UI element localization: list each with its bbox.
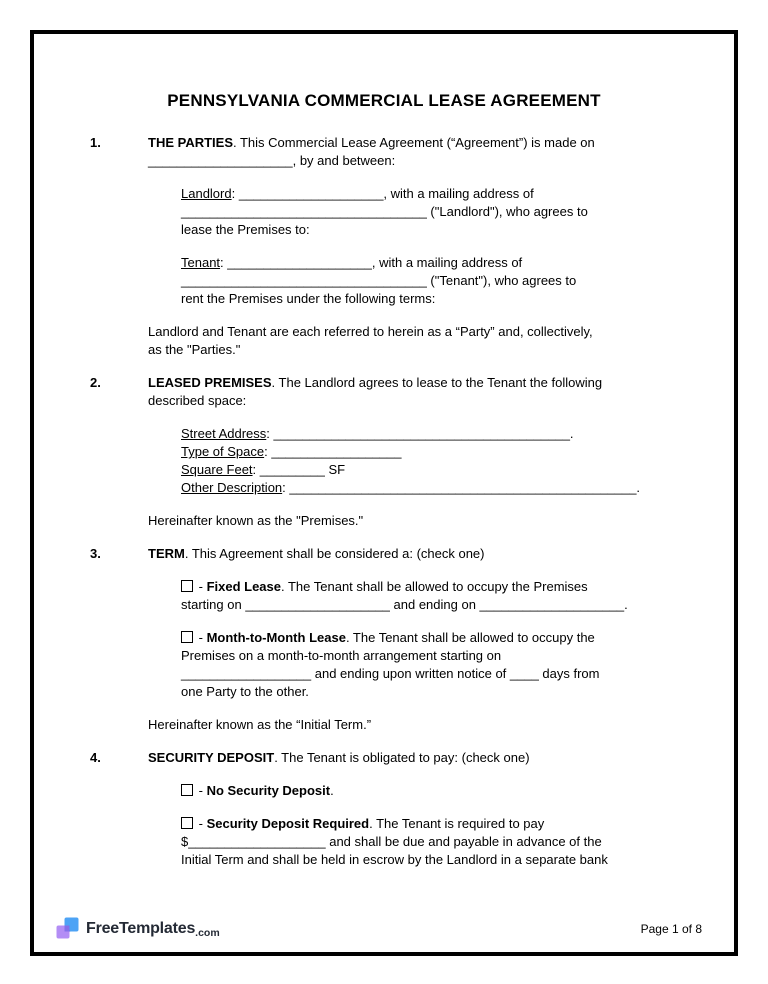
premises-fields-paragraph <box>181 425 678 497</box>
text-line: __________________________________ ("Landlord"), who agrees to <box>181 204 588 219</box>
logo-pages-icon <box>56 917 79 940</box>
text-line <box>148 134 678 152</box>
text-line: described space: <box>148 393 247 408</box>
brand-tld: .com <box>195 927 220 939</box>
landlord-paragraph <box>181 185 678 239</box>
section-heading: TERM <box>148 546 185 561</box>
page-indicator: Page 1 of 8 <box>640 921 702 936</box>
square-feet-line <box>181 461 678 479</box>
no-deposit-option-paragraph <box>181 782 678 800</box>
text-segment: . The Tenant is required to pay <box>369 816 545 831</box>
section-number: 3. <box>90 546 101 561</box>
initial-term-paragraph <box>148 716 678 734</box>
other-description-line <box>181 479 678 497</box>
text-line: as the "Parties." <box>148 342 241 357</box>
text-segment: : _________________________________________. <box>266 426 574 441</box>
deposit-intro-paragraph <box>148 749 678 767</box>
text-segment: . <box>330 783 334 798</box>
text-line <box>181 782 678 800</box>
type-of-space-line <box>181 443 678 461</box>
text-line: $___________________ and shall be due and payable in advance of the <box>181 834 602 849</box>
text-line: Premises on a month-to-month arrangement starting on <box>181 648 502 663</box>
street-address-label: Street Address <box>181 426 267 441</box>
text-line <box>148 374 678 392</box>
text-segment: : ____________________, with a mailing address of <box>220 255 523 270</box>
text-segment: - <box>195 630 207 645</box>
text-line <box>181 578 678 596</box>
text-segment: . The Tenant is obligated to pay: (check one) <box>274 750 530 765</box>
text-segment: . The Tenant shall be allowed to occupy the Premises <box>281 579 588 594</box>
no-deposit-label: No Security Deposit <box>206 783 331 798</box>
deposit-required-label: Security Deposit Required <box>206 816 370 831</box>
text-line: lease the Premises to: <box>181 222 310 237</box>
text-line: Initial Term and shall be held in escrow by the Landlord in a separate bank <box>181 852 608 867</box>
text-segment: : __________________ <box>264 444 402 459</box>
text-segment: - <box>195 579 207 594</box>
text-line: rent the Premises under the following terms: <box>181 291 436 306</box>
parties-definition-paragraph <box>148 323 678 359</box>
section-heading: THE PARTIES <box>148 135 233 150</box>
freetemplates-logo <box>56 917 220 940</box>
text-line <box>148 749 678 767</box>
checkbox-icon <box>181 784 193 796</box>
checkbox-icon <box>181 580 193 592</box>
text-segment: : ________________________________________________. <box>282 480 641 495</box>
fixed-lease-label: Fixed Lease <box>206 579 281 594</box>
section-leased-premises <box>90 374 678 545</box>
text-segment: : ____________________, with a mailing address of <box>231 186 534 201</box>
street-address-line <box>181 425 678 443</box>
text-line: Hereinafter known as the “Initial Term.” <box>148 717 372 732</box>
text-line: Landlord and Tenant are each referred to herein as a “Party” and, collectively, <box>148 324 593 339</box>
text-segment: . This Commercial Lease Agreement (“Agreement”) is made on <box>233 135 595 150</box>
checkbox-icon <box>181 817 193 829</box>
document-content <box>34 34 734 884</box>
text-line: Hereinafter known as the "Premises." <box>148 513 364 528</box>
section-body <box>148 545 678 749</box>
text-segment: . The Tenant shall be allowed to occupy the <box>345 630 595 645</box>
text-segment: - <box>195 783 207 798</box>
deposit-required-option-paragraph <box>181 815 678 869</box>
section-the-parties <box>90 134 678 374</box>
text-line: starting on ____________________ and ending on ____________________. <box>181 597 628 612</box>
document-title: PENNSYLVANIA COMMERCIAL LEASE AGREEMENT <box>167 91 601 110</box>
section-body <box>148 749 678 884</box>
text-line: ____________________, by and between: <box>148 153 396 168</box>
text-line: one Party to the other. <box>181 684 309 699</box>
parties-intro-paragraph <box>148 134 678 170</box>
text-line <box>181 815 678 833</box>
section-number: 4. <box>90 750 101 765</box>
text-line <box>181 185 678 203</box>
section-term <box>90 545 678 749</box>
landlord-label: Landlord <box>181 186 232 201</box>
text-line <box>181 629 678 647</box>
page-frame <box>30 30 738 956</box>
premises-known-as-paragraph <box>148 512 678 530</box>
section-number: 1. <box>90 135 101 150</box>
fixed-lease-option-paragraph <box>181 578 678 614</box>
section-body <box>148 374 678 545</box>
page-footer <box>56 917 702 940</box>
text-segment: . The Landlord agrees to lease to the Tenant the following <box>271 375 603 390</box>
section-heading: LEASED PREMISES <box>148 375 272 390</box>
text-segment: : _________ SF <box>252 462 346 477</box>
term-intro-paragraph <box>148 545 678 563</box>
section-number: 2. <box>90 375 101 390</box>
tenant-label: Tenant <box>181 255 221 270</box>
other-description-label: Other Description <box>181 480 283 495</box>
brand-name: FreeTemplates <box>86 919 196 937</box>
month-to-month-label: Month-to-Month Lease <box>206 630 346 645</box>
month-to-month-option-paragraph <box>181 629 678 701</box>
section-heading: SECURITY DEPOSIT <box>148 750 275 765</box>
square-feet-label: Square Feet <box>181 462 253 477</box>
text-line <box>181 254 678 272</box>
section-body <box>148 134 678 374</box>
tenant-paragraph <box>181 254 678 308</box>
text-line: __________________________________ ("Tenant"), who agrees to <box>181 273 577 288</box>
section-security-deposit <box>90 749 678 884</box>
text-line <box>148 545 678 563</box>
premises-intro-paragraph <box>148 374 678 410</box>
checkbox-icon <box>181 631 193 643</box>
text-segment: - <box>195 816 207 831</box>
text-line: __________________ and ending upon written notice of ____ days from <box>181 666 600 681</box>
type-of-space-label: Type of Space <box>181 444 265 459</box>
text-segment: . This Agreement shall be considered a: (check one) <box>184 546 485 561</box>
